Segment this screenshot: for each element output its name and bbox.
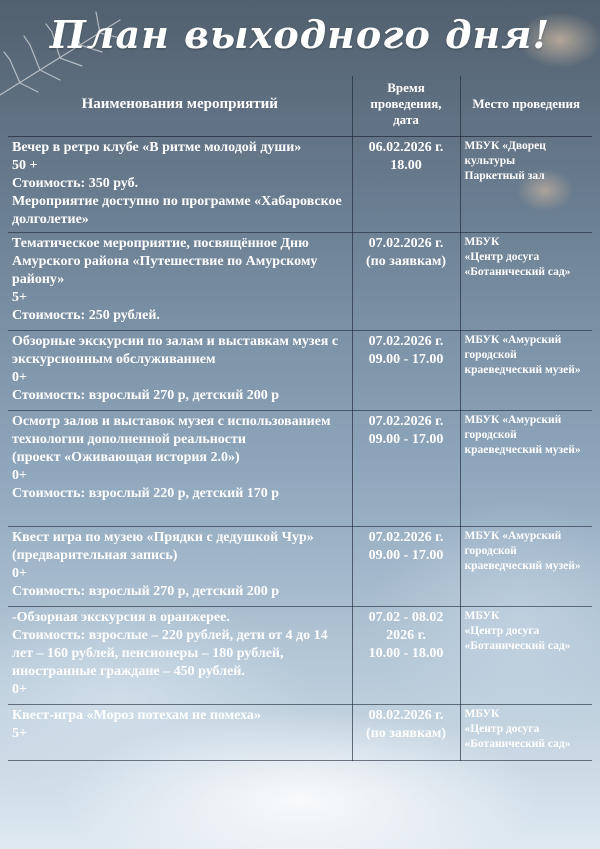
event-cell	[8, 527, 352, 607]
event-cell	[8, 607, 352, 705]
place-cell	[460, 705, 592, 761]
time-cell	[352, 411, 460, 527]
events-table	[8, 76, 592, 761]
place-cell	[460, 233, 592, 331]
time-text: 09.00 - 17.00	[368, 548, 444, 563]
table-row	[8, 705, 592, 761]
place-text: МБУК «Амурский городской краеведческий музей»	[464, 334, 581, 376]
event-text: 0+	[12, 682, 27, 697]
place-cell	[460, 331, 592, 411]
event-text: 0+	[12, 468, 27, 483]
time-text: 09.00 - 17.00	[368, 432, 444, 447]
event-text: Квест-игра «Мороз потехам не помеха»	[12, 708, 261, 723]
time-cell	[352, 705, 460, 761]
place-text: Паркетный зал	[464, 170, 545, 182]
time-text: (по заявкам)	[365, 254, 447, 269]
table-row	[8, 233, 592, 331]
event-text: Вечер в ретро клубе «В ритме молодой души»	[12, 140, 302, 155]
time-text: 08.02.2026 г.	[368, 708, 444, 723]
event-cell	[8, 411, 352, 527]
time-text: 07.02 - 08.02 2026 г.	[368, 610, 444, 643]
place-text: «Центр досуга «Ботанический сад»	[464, 723, 571, 750]
time-cell	[352, 331, 460, 411]
event-text: Тематическое мероприятие, посвящённое Дню Амурского района «Путешествие по Амурскому району»	[12, 236, 318, 287]
table-row	[8, 527, 592, 607]
event-cell	[8, 137, 352, 233]
place-text: «Центр досуга «Ботанический сад»	[464, 625, 571, 652]
time-cell	[352, 607, 460, 705]
page-title: План выходного дня!	[49, 12, 551, 57]
table-row	[8, 137, 592, 233]
time-text: 10.00 - 18.00	[368, 646, 444, 661]
event-text: 5+	[12, 290, 27, 305]
time-text: 06.02.2026 г.	[368, 140, 444, 155]
place-cell	[460, 411, 592, 527]
event-text: Стоимость: взрослый 270 р, детский 200 р	[12, 388, 280, 403]
time-text: 18.00	[390, 158, 422, 173]
event-text: Обзорные экскурсии по залам и выставкам музея с экскурсионным обслуживанием	[12, 334, 339, 367]
event-text: Стоимость: взрослый 220 р, детский 170 р	[12, 486, 280, 501]
place-text: МБУК «Амурский городской краеведческий музей»	[464, 414, 581, 456]
event-text: Стоимость: взрослые – 220 рублей, дети от 4 до 14 лет – 160 рублей, пенсионеры – 180 рублей, иностранные граждане – 450 рублей.	[12, 628, 328, 679]
header-name: Наименования мероприятий	[8, 76, 352, 137]
event-cell	[8, 705, 352, 761]
event-text: Стоимость: 250 рублей.	[12, 308, 160, 323]
header-time: Время проведения, дата	[352, 76, 460, 137]
place-cell	[460, 527, 592, 607]
event-text: Стоимость: 350 руб.	[12, 176, 139, 191]
event-text: 5+	[12, 726, 27, 741]
event-text: 0+	[12, 370, 27, 385]
place-cell	[460, 137, 592, 233]
event-cell	[8, 233, 352, 331]
event-cell	[8, 331, 352, 411]
time-text: 07.02.2026 г.	[368, 530, 444, 545]
event-text: Квест игра по музею «Прядки с дедушкой Чур» (предварительная запись)	[12, 530, 314, 563]
place-text: МБУК	[464, 708, 500, 720]
time-text: (по заявкам)	[365, 726, 447, 741]
event-text: 50 +	[12, 158, 38, 173]
table-row	[8, 411, 592, 527]
table-row	[8, 607, 592, 705]
event-text: Мероприятие доступно по программе «Хабаровское долголетие»	[12, 194, 342, 227]
header-place: Место проведения	[460, 76, 592, 137]
place-cell	[460, 607, 592, 705]
time-text: 07.02.2026 г.	[368, 334, 444, 349]
place-text: МБУК	[464, 236, 500, 248]
time-text: 09.00 - 17.00	[368, 352, 444, 367]
event-text: -Обзорная экскурсия в оранжерее.	[12, 610, 230, 625]
place-text: «Центр досуга «Ботанический сад»	[464, 251, 571, 278]
time-cell	[352, 233, 460, 331]
time-cell	[352, 527, 460, 607]
event-text: Стоимость: взрослый 270 р, детский 200 р	[12, 584, 280, 599]
time-cell	[352, 137, 460, 233]
event-text: 0+	[12, 566, 27, 581]
event-text: Осмотр залов и выставок музея с использованием технологии дополненной реальности	[12, 414, 331, 447]
place-text: МБУК «Амурский городской краеведческий музей»	[464, 530, 581, 572]
time-text: 07.02.2026 г.	[368, 414, 444, 429]
table-header-row	[8, 76, 592, 137]
table-row	[8, 331, 592, 411]
place-text: МБУК «Дворец культуры	[464, 140, 546, 167]
event-text: (проект «Оживающая история 2.0»)	[12, 450, 240, 465]
time-text: 07.02.2026 г.	[368, 236, 444, 251]
place-text: МБУК	[464, 610, 500, 622]
